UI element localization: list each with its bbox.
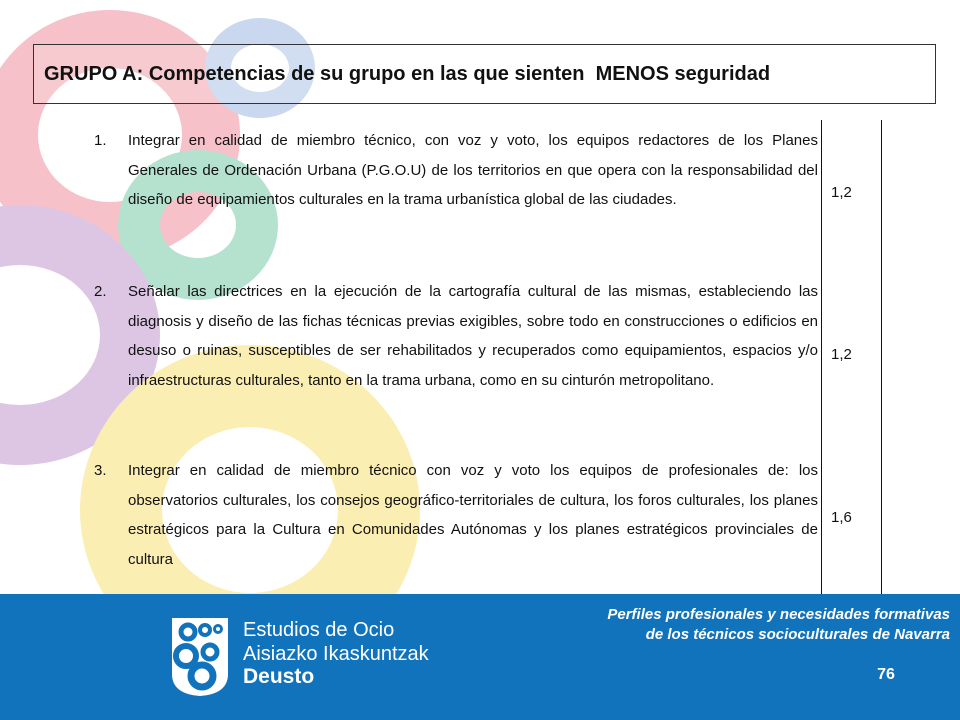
item-score: 1,2 bbox=[831, 346, 852, 363]
footer-subtitle-line2: de los técnicos socioculturales de Navarra bbox=[645, 626, 950, 643]
logo-text-line3: Deusto bbox=[243, 665, 315, 688]
item-number: 2. bbox=[94, 283, 107, 300]
item-score: 1,2 bbox=[831, 184, 852, 201]
page-number: 76 bbox=[877, 666, 895, 683]
item-score: 1,6 bbox=[831, 509, 852, 526]
competencias-table bbox=[89, 120, 882, 598]
item-number: 3. bbox=[94, 462, 107, 479]
item-text: Integrar en calidad de miembro técnico con voz y voto los equipos de profesionales de: los observatorios culturales, los consejos geográfico-territoriales de cultura, los foros culturales, los planes estratégicos para la Cultura en Comunidades Autónomas y los planes estratégicos provinciales de cultura bbox=[128, 462, 818, 569]
item-number: 1. bbox=[94, 132, 107, 149]
item-text: Integrar en calidad de miembro técnico, con voz y voto, los equipos redactores de los Planes Generales de Ordenación Urbana (P.G.O.U) de los territorios en que opera con la responsabilidad del diseño de equipamientos culturales en la trama urbanística global de las ciudades. bbox=[128, 132, 818, 209]
title-box bbox=[33, 44, 936, 104]
item-text: Señalar las directrices en la ejecución de la cartografía cultural de las mismas, estableciendo las diagnosis y diseño de las fichas técnicas previas exigibles, sobre todo en construcciones o edificios en desuso o ruinas, susceptibles de ser rehabilitados y recuperados como equipamientos, espacios y/o infraestructuras culturales, tanto en la trama urbana, como en su cinturón metropolitano. bbox=[128, 283, 818, 390]
table-right-border bbox=[881, 120, 882, 598]
table-column-divider bbox=[821, 120, 822, 598]
page-title: GRUPO A: Competencias de su grupo en las que sienten MENOS seguridad bbox=[44, 62, 771, 85]
footer-subtitle-line1: Perfiles profesionales y necesidades formativas bbox=[607, 606, 950, 623]
logo-text-line2: Aisiazko Ikaskuntzak bbox=[243, 643, 429, 665]
logo-text-line1: Estudios de Ocio bbox=[243, 619, 395, 641]
footer-bar bbox=[0, 594, 960, 720]
deusto-logo-icon bbox=[168, 614, 232, 698]
